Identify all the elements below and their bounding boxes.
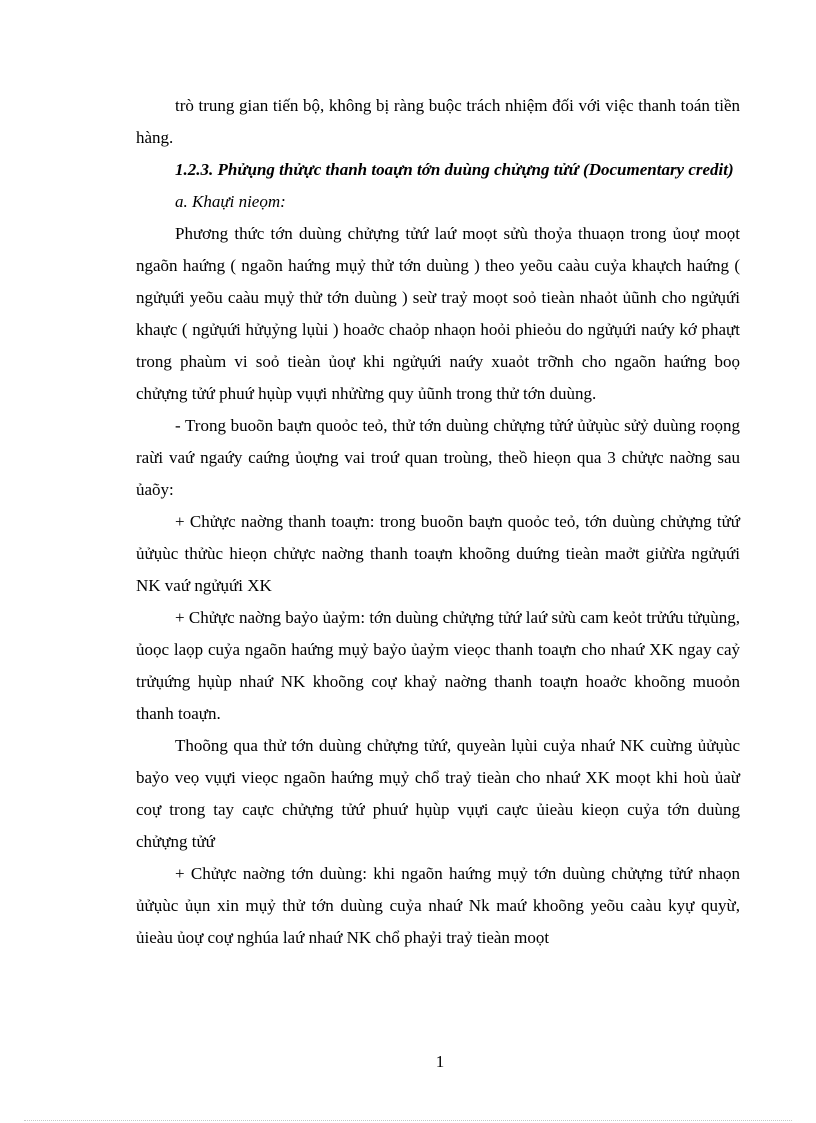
paragraph-definition: Phương thức tớn duùng chửựng tửứ laứ moọt sửù thoỷa thuaọn trong ủoự moọt ngaõn haứng ( ngaõn haứng mụỷ thử tớn duùng ) theo yeõu caàu cuỷa khaựch haứng ( ngửụứi yeõu caàu mụỷ thử tớn duùng ) seừ traỷ moọt soỏ tieàn nhaỏt ủũnh cho ngửụứi khaực ( ngửụứi hửụỷng lụùi ) hoaởc chaỏp nhaọn hoỏi phieỏu do ngửụứi naứy kớ phaựt trong phaùm vi soỏ tieàn ủoự khi ngửụứi naứy xuaỏt trỡnh cho ngaõn haứng boọ chửựng tửứ phuứ hụùp vụựi nhửừng quy ủũnh trong thử tớn duùng.	[136, 224, 740, 403]
subsection-heading: a. Khaựi nieọm:	[175, 192, 286, 211]
page-number: 1	[435, 1052, 445, 1071]
paragraph-importer-rights: Thoõng qua thử tớn duùng chửựng tửứ, quyeàn lụùi cuỷa nhaứ NK cuừng ủửụùc baỷo veọ vụựi vieọc ngaõn haứng mụỷ chổ traỷ tieàn cho nhaứ XK moọt khi hoù ủaừ coự trong tay caực chửựng tửứ phuứ hụùp vụựi caực ủieàu kieọn cuỷa tớn duùng chửựng tửứ	[136, 736, 740, 851]
paragraph-usage: - Trong buoõn baựn quoỏc teỏ, thử tớn duùng chửựng tửứ ủửụùc sửỷ duùng roọng raừi vaứ ngaứy caứng ủoựng vai troứ quan troùng, theồ hieọn qua 3 chửực naờng sau ủaõy:	[136, 416, 740, 499]
page-bottom-divider	[24, 1120, 792, 1121]
paragraph-intro-continuation: trò trung gian tiến bộ, không bị ràng buộc trách nhiệm đối với việc thanh toán tiền hàng.	[136, 96, 740, 147]
paragraph-guarantee-function: + Chửực naờng baỷo ủaỷm: tớn duùng chửựng tửứ laứ sửù cam keỏt trửứu tửụùng, ủoọc laọp cuỷa ngaõn haứng mụỷ baỷo ủaỷm vieọc thanh toaựn cho nhaứ XK ngay caỷ trửụứng hụùp nhaứ NK khoõng coự khaỷ naờng thanh toaựn hoaởc khoõng muoỏn thanh toaựn.	[136, 608, 740, 723]
section-heading: 1.2.3. Phửụng thửực thanh toaựn tớn duùng chửựng tửứ (Documentary credit)	[175, 160, 734, 179]
document-page	[136, 90, 740, 954]
paragraph-credit-function: + Chửực naờng tớn duùng: khi ngaõn haứng mụỷ tớn duùng chửựng tửứ nhaọn ủửụùc ủụn xin mụỷ thử tớn duùng cuỷa nhaứ Nk maứ khoõng yeõu caàu kyự quyừ, ủieàu ủoự coự nghúa laứ nhaứ NK chổ phaỷi traỷ tieàn moọt	[136, 864, 740, 947]
paragraph-payment-function: + Chửực naờng thanh toaựn: trong buoõn baựn quoỏc teỏ, tớn duùng chửựng tửứ ủửụùc thửùc hieọn chửực naờng thanh toaựn khoõng duứng tieàn maởt giửừa ngửụứi NK vaứ ngửụứi XK	[136, 512, 740, 595]
